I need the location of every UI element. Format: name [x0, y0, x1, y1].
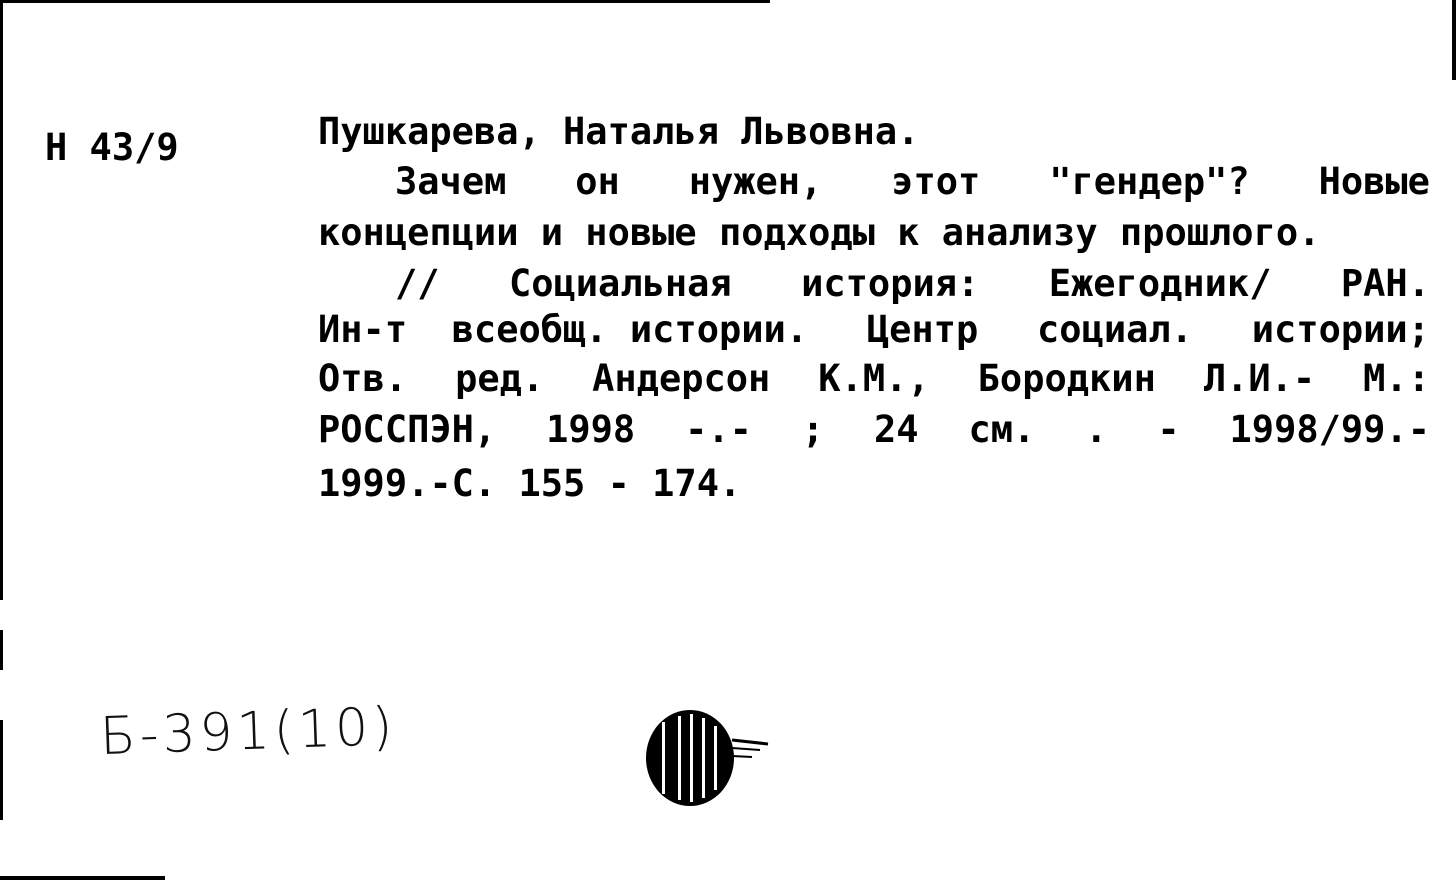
- entry-word: Центр: [866, 308, 979, 351]
- entry-word: ;: [801, 408, 825, 451]
- card-edge-left: [0, 0, 3, 600]
- entry-word: -: [1157, 408, 1180, 451]
- entry-word: РОССПЭН,: [318, 408, 497, 451]
- entry-line: [395, 160, 1430, 203]
- entry-line: [318, 408, 1430, 451]
- entry-line: [395, 262, 1430, 305]
- entry-word: //: [395, 262, 440, 305]
- entry-word: .: [1085, 408, 1108, 451]
- entry-line: [318, 462, 741, 505]
- entry-word: социал.: [1037, 308, 1193, 351]
- entry-text: концепции и новые подходы к анализу прошлого.: [318, 211, 1321, 254]
- entry-word: 1998: [546, 408, 636, 451]
- punch-hole-icon: [640, 710, 780, 810]
- entry-word: 1998/99.-: [1229, 408, 1430, 451]
- entry-word: Бородкин: [977, 357, 1156, 400]
- entry-word: Ин-т всеобщ. истории.: [318, 308, 809, 351]
- entry-word: история:: [801, 262, 980, 305]
- entry-word: Андерсон: [592, 357, 771, 400]
- entry-word: Л.И.-: [1203, 357, 1316, 400]
- handwritten-shelf-mark: Б-391(10): [99, 696, 398, 768]
- entry-line: [318, 357, 1430, 400]
- entry-line: [318, 211, 1320, 254]
- entry-word: см.: [968, 408, 1036, 451]
- entry-word: РАН.: [1340, 262, 1430, 305]
- entry-word: истории;: [1251, 308, 1430, 351]
- entry-word: "гендер"?: [1049, 160, 1250, 203]
- entry-word: Социальная: [508, 262, 732, 305]
- entry-word: Новые: [1318, 160, 1430, 203]
- call-number: Н 43/9: [45, 126, 179, 169]
- entry-word: Зачем: [395, 160, 507, 203]
- entry-word: он: [575, 160, 620, 203]
- entry-line: [318, 308, 1430, 351]
- entry-word: этот: [891, 160, 981, 203]
- card-edge-right: [1452, 0, 1456, 80]
- card-edge-top: [0, 0, 770, 3]
- entry-word: нужен,: [688, 160, 823, 203]
- author-name: Пушкарева, Наталья Львовна.: [318, 110, 920, 153]
- entry-word: 24: [874, 408, 919, 451]
- entry-word: К.М.,: [818, 357, 930, 400]
- card-edge-left: [0, 720, 3, 820]
- entry-text: 1999.-С. 155 - 174.: [318, 462, 742, 505]
- entry-word: ред.: [455, 357, 545, 400]
- entry-word: Ежегодник/: [1048, 262, 1272, 305]
- entry-word: -.-: [685, 408, 752, 451]
- entry-word: М.:: [1363, 357, 1430, 400]
- card-edge-bottom: [0, 876, 165, 880]
- entry-word: Отв.: [318, 357, 408, 400]
- card-edge-left: [0, 630, 3, 670]
